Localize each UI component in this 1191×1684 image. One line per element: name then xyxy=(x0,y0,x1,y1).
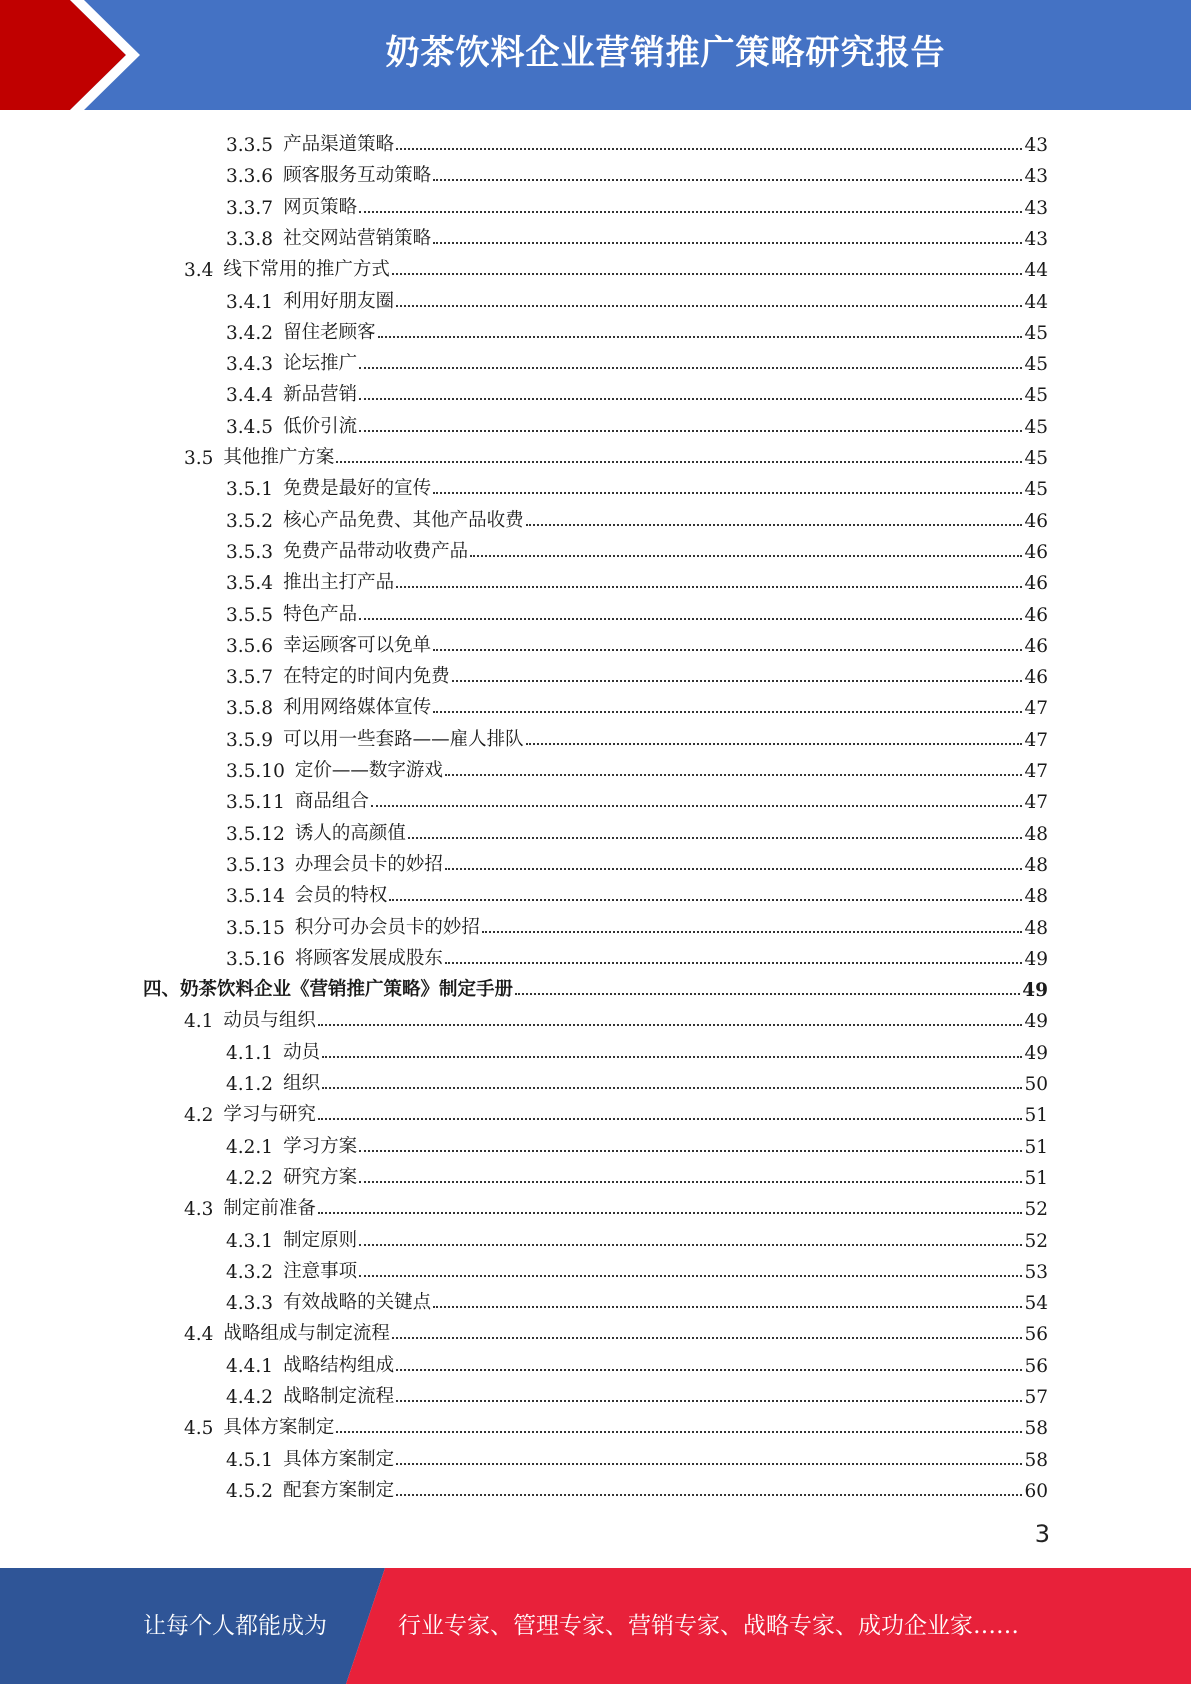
toc-entry-page: 58 xyxy=(1024,1449,1048,1471)
toc-entry[interactable] xyxy=(226,1036,1048,1064)
toc-dot-leader xyxy=(359,367,1022,369)
toc-entry[interactable] xyxy=(226,1255,1048,1283)
toc-entry-title: 在特定的时间内免费 xyxy=(283,666,450,688)
toc-entry-page: 46 xyxy=(1024,510,1048,532)
toc-entry-title: 具体方案制定 xyxy=(223,1417,335,1439)
toc-entry-title: 其他推广方案 xyxy=(223,447,335,468)
toc-dot-leader xyxy=(452,680,1023,682)
toc-entry-number: 3.5 xyxy=(184,448,214,469)
toc-dot-leader xyxy=(336,461,1022,463)
toc-dot-leader xyxy=(359,1150,1022,1152)
toc-entry-page: 58 xyxy=(1024,1418,1048,1440)
toc-entry-number: 3.4.1 xyxy=(226,291,274,313)
toc-entry-title: 制定前准备 xyxy=(223,1198,316,1220)
toc-entry-title: 配套方案制定 xyxy=(283,1479,395,1501)
toc-dot-leader xyxy=(336,1431,1022,1433)
toc-entry-title: 办理会员卡的妙招 xyxy=(294,853,443,875)
toc-entry-title: 免费是最好的宣传 xyxy=(283,478,432,500)
toc-entry[interactable] xyxy=(226,691,1048,719)
toc-entry-title: 战略结构组成 xyxy=(283,1354,395,1376)
toc-dot-leader xyxy=(433,1306,1022,1308)
toc-entry-page: 44 xyxy=(1024,260,1048,282)
toc-entry-page: 44 xyxy=(1024,291,1048,313)
toc-entry[interactable] xyxy=(226,754,1048,782)
toc-entry-title: 将顾客发展成股东 xyxy=(294,947,443,969)
toc-entry-page: 49 xyxy=(1024,1011,1048,1033)
toc-entry[interactable] xyxy=(184,441,1048,469)
toc-entry-number: 3.4.3 xyxy=(226,354,274,376)
toc-entry-number: 3.5.10 xyxy=(226,761,285,782)
toc-entry-page: 46 xyxy=(1024,573,1048,595)
toc-dot-leader xyxy=(396,1369,1022,1371)
toc-entry-number: 3.3.8 xyxy=(226,228,274,250)
toc-entry-page: 49 xyxy=(1022,980,1048,1002)
toc-entry-title: 新品营销 xyxy=(283,384,358,406)
toc-entry-number: 3.5.11 xyxy=(226,792,285,814)
header-chevron-decoration xyxy=(0,0,160,110)
toc-dot-leader xyxy=(526,743,1023,745)
toc-entry[interactable] xyxy=(184,1317,1048,1345)
toc-dot-leader xyxy=(445,868,1023,870)
toc-entry-number: 3.5.4 xyxy=(226,573,274,595)
toc-dot-leader xyxy=(433,711,1022,713)
toc-entry-number: 3.5.15 xyxy=(226,917,285,939)
toc-entry-title: 利用网络媒体宣传 xyxy=(283,697,432,719)
toc-entry-page: 49 xyxy=(1024,948,1048,970)
toc-entry-page: 43 xyxy=(1024,197,1048,219)
toc-entry-number: 4.3.1 xyxy=(226,1230,274,1252)
toc-dot-leader xyxy=(322,1056,1022,1058)
toc-dot-leader xyxy=(318,1024,1023,1026)
toc-entry-title: 商品组合 xyxy=(294,791,369,813)
toc-dot-leader xyxy=(359,430,1022,432)
toc-entry-page: 46 xyxy=(1024,541,1048,563)
toc-entry-page: 51 xyxy=(1024,1105,1048,1127)
toc-entry[interactable] xyxy=(226,1067,1048,1095)
toc-entry[interactable] xyxy=(143,973,1048,1001)
toc-entry[interactable] xyxy=(184,253,1048,281)
toc-dot-leader xyxy=(396,148,1022,150)
toc-dot-leader xyxy=(392,273,1023,275)
toc-entry-title: 定价——数字游戏 xyxy=(294,760,443,781)
toc-entry-title: 战略组成与制定流程 xyxy=(223,1323,390,1345)
toc-entry-number: 3.3.5 xyxy=(226,135,274,156)
toc-dot-leader xyxy=(389,899,1022,901)
toc-entry-title: 学习与研究 xyxy=(223,1104,316,1126)
toc-entry[interactable] xyxy=(226,410,1048,438)
toc-entry-number: 4.5 xyxy=(184,1418,214,1440)
toc-entry[interactable] xyxy=(226,785,1048,813)
toc-entry-number: 4.3 xyxy=(184,1199,214,1221)
toc-entry[interactable] xyxy=(226,848,1048,876)
toc-entry[interactable] xyxy=(226,1443,1048,1471)
toc-dot-leader xyxy=(396,586,1022,588)
toc-entry-number: 3.5.16 xyxy=(226,948,285,970)
toc-entry[interactable] xyxy=(226,1161,1048,1189)
toc-entry[interactable] xyxy=(226,1286,1048,1314)
toc-dot-leader xyxy=(396,1463,1022,1465)
toc-entry-title: 诱人的高颜值 xyxy=(294,822,406,844)
toc-dot-leader xyxy=(371,805,1023,807)
toc-entry-page: 49 xyxy=(1024,1042,1048,1064)
toc-entry-page: 47 xyxy=(1024,698,1048,720)
toc-entry-page: 46 xyxy=(1024,635,1048,657)
toc-entry-title: 制定原则 xyxy=(283,1229,358,1251)
toc-entry-title: 网页策略 xyxy=(283,196,358,218)
toc-dot-leader xyxy=(359,1275,1022,1277)
toc-entry-page: 56 xyxy=(1024,1355,1048,1377)
toc-entry-page: 43 xyxy=(1024,228,1048,250)
toc-entry-page: 45 xyxy=(1024,448,1048,469)
toc-entry-page: 52 xyxy=(1024,1199,1048,1221)
page-number: 3 xyxy=(1034,1520,1050,1548)
toc-entry[interactable] xyxy=(226,1474,1048,1502)
toc-entry-number: 4.3.3 xyxy=(226,1293,274,1315)
toc-entry-number: 3.5.7 xyxy=(226,667,274,689)
toc-entry-page: 47 xyxy=(1024,761,1048,782)
toc-entry[interactable] xyxy=(184,1192,1048,1220)
toc-entry[interactable] xyxy=(226,1130,1048,1158)
toc-entry-title: 研究方案 xyxy=(283,1166,358,1188)
toc-entry-title: 学习方案 xyxy=(283,1135,358,1157)
toc-entry-page: 43 xyxy=(1024,135,1048,156)
toc-entry[interactable] xyxy=(226,472,1048,500)
toc-entry-number: 3.4.5 xyxy=(226,416,274,438)
toc-entry-number: 3.5.13 xyxy=(226,854,285,876)
toc-entry-title: 会员的特权 xyxy=(294,885,388,907)
toc-entry[interactable] xyxy=(226,598,1048,626)
toc-entry-number: 4.2.1 xyxy=(226,1136,274,1158)
toc-entry-title: 具体方案制定 xyxy=(283,1448,395,1470)
toc-entry-page: 46 xyxy=(1024,604,1048,626)
toc-entry-title: 积分可办会员卡的妙招 xyxy=(294,916,480,938)
toc-entry-number: 3.5.8 xyxy=(226,698,274,720)
toc-dot-leader xyxy=(359,1181,1022,1183)
toc-entry-page: 56 xyxy=(1024,1324,1048,1346)
toc-entry[interactable] xyxy=(226,1224,1048,1252)
toc-entry[interactable] xyxy=(226,285,1048,313)
toc-entry-page: 45 xyxy=(1024,322,1048,344)
toc-entry[interactable] xyxy=(226,222,1048,250)
toc-dot-leader xyxy=(378,336,1023,338)
toc-dot-leader xyxy=(433,649,1022,651)
toc-entry[interactable] xyxy=(226,566,1048,594)
toc-dot-leader xyxy=(318,1212,1023,1214)
toc-entry-title: 社交网站营销策略 xyxy=(283,227,432,249)
header-red-chevron xyxy=(0,0,126,110)
toc-entry-number: 3.5.14 xyxy=(226,886,285,908)
toc-dot-leader xyxy=(322,1087,1022,1089)
toc-entry-title: 特色产品 xyxy=(283,603,358,625)
toc-entry-page: 45 xyxy=(1024,416,1048,438)
toc-entry-title: 战略制定流程 xyxy=(283,1386,395,1407)
toc-dot-leader xyxy=(482,931,1023,933)
toc-dot-leader xyxy=(359,211,1022,213)
toc-dot-leader xyxy=(396,305,1022,307)
toc-entry-page: 51 xyxy=(1024,1136,1048,1158)
toc-entry-page: 48 xyxy=(1024,854,1048,876)
toc-entry-title: 组织 xyxy=(283,1073,321,1094)
toc-entry-page: 51 xyxy=(1024,1167,1048,1189)
toc-entry-title: 低价引流 xyxy=(283,415,358,437)
toc-entry-number: 4.1.1 xyxy=(226,1042,274,1064)
toc-entry-title: 注意事项 xyxy=(283,1260,358,1282)
toc-dot-leader xyxy=(359,398,1022,400)
toc-entry-page: 46 xyxy=(1024,667,1048,689)
toc-dot-leader xyxy=(470,555,1022,557)
toc-entry[interactable] xyxy=(226,347,1048,375)
toc-entry-page: 52 xyxy=(1024,1230,1048,1252)
toc-entry-number: 4.4.1 xyxy=(226,1355,274,1377)
document-title: 奶茶饮料企业营销推广策略研究报告 xyxy=(385,33,946,73)
toc-entry-title: 动员 xyxy=(283,1041,321,1063)
toc-entry-page: 45 xyxy=(1024,385,1048,407)
toc-entry[interactable] xyxy=(226,504,1048,532)
toc-dot-leader xyxy=(359,618,1022,620)
toc-entry-title: 产品渠道策略 xyxy=(283,134,395,155)
toc-entry-number: 4.3.2 xyxy=(226,1261,274,1283)
toc-entry-page: 48 xyxy=(1024,886,1048,908)
toc-entry-page: 43 xyxy=(1024,166,1048,188)
toc-entry-number: 3.5.12 xyxy=(226,823,285,845)
toc-entry-title: 可以用一些套路——雇人排队 xyxy=(283,728,524,750)
toc-entry-number: 4.2.2 xyxy=(226,1167,274,1189)
toc-entry-number: 4.1.2 xyxy=(226,1074,274,1095)
page-footer xyxy=(0,1568,1191,1684)
toc-entry-number: 3.4 xyxy=(184,260,214,282)
toc-entry-number: 4.4.2 xyxy=(226,1387,274,1408)
toc-entry-page: 50 xyxy=(1024,1074,1048,1095)
toc-entry[interactable] xyxy=(226,128,1048,156)
toc-dot-leader xyxy=(433,492,1022,494)
toc-entry[interactable] xyxy=(226,942,1048,970)
toc-entry-page: 48 xyxy=(1024,917,1048,939)
toc-entry-page: 47 xyxy=(1024,792,1048,814)
toc-dot-leader xyxy=(445,962,1023,964)
toc-entry-title: 线下常用的推广方式 xyxy=(223,259,390,281)
toc-entry-number: 4.5.1 xyxy=(226,1449,274,1471)
toc-entry-title: 有效战略的关键点 xyxy=(283,1292,432,1314)
toc-entry-title: 动员与组织 xyxy=(223,1010,316,1032)
toc-entry[interactable] xyxy=(226,723,1048,751)
toc-entry[interactable] xyxy=(226,1349,1048,1377)
toc-entry-page: 54 xyxy=(1024,1293,1048,1315)
toc-entry[interactable] xyxy=(226,660,1048,688)
toc-entry-page: 45 xyxy=(1024,354,1048,376)
toc-entry-number: 4.5.2 xyxy=(226,1480,274,1502)
toc-entry[interactable] xyxy=(226,191,1048,219)
toc-dot-leader xyxy=(526,524,1023,526)
toc-entry-title: 幸运顾客可以免单 xyxy=(283,634,432,656)
toc-entry[interactable] xyxy=(226,879,1048,907)
toc-entry-number: 3.4.2 xyxy=(226,322,274,344)
toc-entry[interactable] xyxy=(184,1004,1048,1032)
toc-entry[interactable] xyxy=(226,316,1048,344)
toc-entry-title: 利用好朋友圈 xyxy=(283,290,395,312)
toc-dot-leader xyxy=(396,1494,1022,1496)
toc-entry[interactable] xyxy=(184,1411,1048,1439)
toc-entry-title: 论坛推广 xyxy=(283,353,358,375)
toc-entry[interactable] xyxy=(226,1380,1048,1408)
toc-entry[interactable] xyxy=(226,911,1048,939)
toc-entry-number: 3.5.3 xyxy=(226,541,274,563)
toc-entry-title: 免费产品带动收费产品 xyxy=(283,540,469,562)
page-header xyxy=(0,0,1191,110)
toc-entry-number: 3.4.4 xyxy=(226,385,274,407)
toc-entry-title: 推出主打产品 xyxy=(283,572,395,594)
toc-entry[interactable] xyxy=(226,535,1048,563)
toc-entry-number: 3.5.6 xyxy=(226,635,274,657)
toc-entry-number: 3.5.9 xyxy=(226,729,274,751)
toc-entry-number: 3.5.1 xyxy=(226,479,274,501)
toc-entry[interactable] xyxy=(226,159,1048,187)
toc-dot-leader xyxy=(515,993,1020,995)
toc-entry-number: 3.5.2 xyxy=(226,510,274,532)
toc-dot-leader xyxy=(408,837,1023,839)
toc-entry-title: 顾客服务互动策略 xyxy=(283,165,432,187)
toc-dot-leader xyxy=(392,1337,1023,1339)
toc-entry-number: 3.3.6 xyxy=(226,166,274,188)
toc-dot-leader xyxy=(318,1118,1023,1120)
toc-entry[interactable] xyxy=(226,629,1048,657)
toc-dot-leader xyxy=(433,242,1022,244)
toc-dot-leader xyxy=(359,1244,1022,1246)
toc-entry-number: 4.2 xyxy=(184,1105,214,1127)
toc-entry-page: 57 xyxy=(1024,1387,1048,1408)
toc-entry-title: 核心产品免费、其他产品收费 xyxy=(283,509,524,531)
toc-dot-leader xyxy=(433,179,1022,181)
footer-slogan-right: 行业专家、管理专家、营销专家、战略专家、成功企业家…… xyxy=(398,1613,1019,1639)
toc-entry-page: 45 xyxy=(1024,479,1048,501)
toc-entry[interactable] xyxy=(226,378,1048,406)
toc-entry-number: 3.3.7 xyxy=(226,197,274,219)
toc-entry-title: 留住老顾客 xyxy=(283,321,376,343)
toc-entry-page: 60 xyxy=(1024,1480,1048,1502)
toc-entry-page: 48 xyxy=(1024,823,1048,845)
footer-slogan-left: 让每个人都能成为 xyxy=(143,1613,327,1639)
toc-entry-number: 3.5.5 xyxy=(226,604,274,626)
toc-entry-number: 4.4 xyxy=(184,1324,214,1346)
toc-entry-page: 47 xyxy=(1024,729,1048,751)
toc-dot-leader xyxy=(445,774,1023,776)
toc-entry-title: 四、奶茶饮料企业《营销推广策略》制定手册 xyxy=(143,979,514,1001)
toc-entry[interactable] xyxy=(184,1098,1048,1126)
toc-dot-leader xyxy=(396,1400,1022,1402)
toc-entry[interactable] xyxy=(226,817,1048,845)
toc-entry-number: 4.1 xyxy=(184,1011,214,1033)
toc-entry-page: 53 xyxy=(1024,1261,1048,1283)
